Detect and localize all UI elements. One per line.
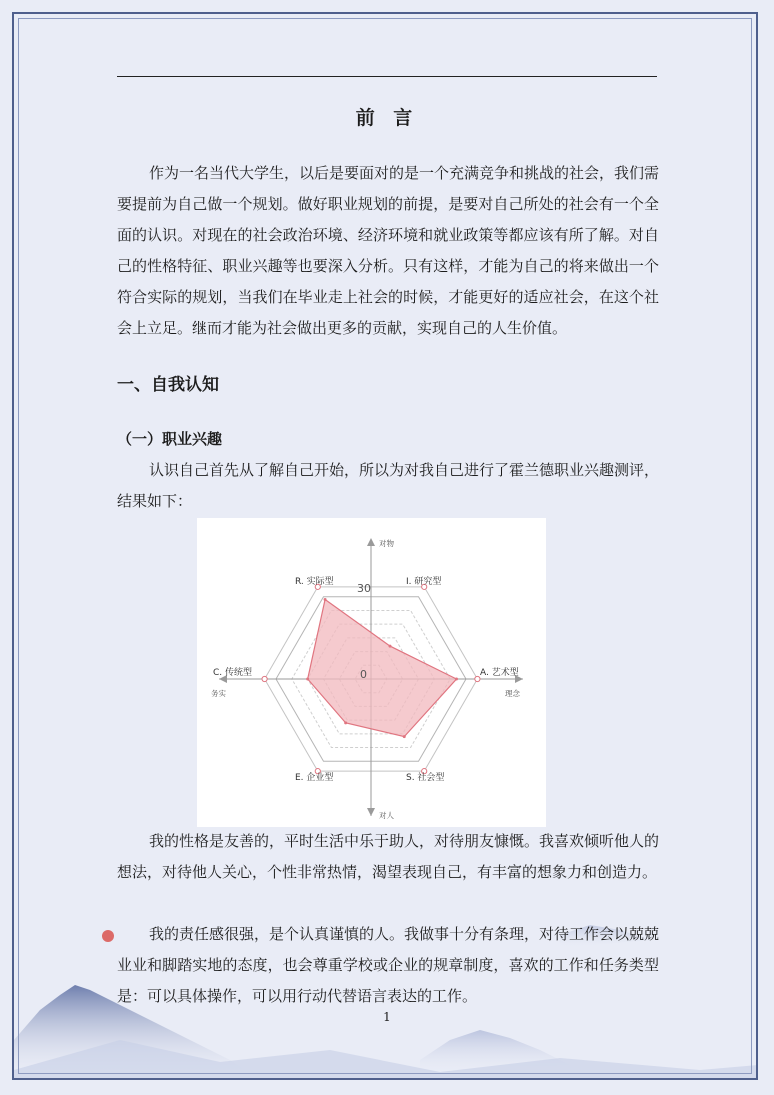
arrow-up-icon bbox=[367, 538, 375, 546]
interest-paragraph: 认识自己首先从了解自己开始，所以为对我自己进行了霍兰德职业兴趣测评，结果如下： bbox=[117, 461, 660, 510]
radar-data-point bbox=[455, 678, 458, 681]
category-label-realistic: R. 实际型 bbox=[295, 577, 334, 587]
radar-vertex-marker bbox=[262, 676, 267, 681]
radar-data-point bbox=[403, 735, 406, 738]
radar-data-polygon bbox=[308, 599, 457, 736]
category-label-artistic: A. 艺术型 bbox=[480, 668, 519, 678]
arrow-down-icon bbox=[367, 808, 375, 816]
holland-radar-chart bbox=[197, 518, 546, 827]
radar-data-point bbox=[344, 721, 347, 724]
category-label-enterprising: E. 企业型 bbox=[295, 773, 334, 783]
page-number: 1 bbox=[383, 1010, 391, 1024]
intro-paragraph: 作为一名当代大学生，以后是要面对的是一个充满竞争和挑战的社会，我们需要提前为自己做一个规划。做好职业规划的前提，是要对自己所处的社会有一个全面的认识。对现在的社会政治环境、经济环境和就业政策等都应该有所了解。对自己的性格特征、职业兴趣等也要深入分析。只有这样，才能为自己的将来做出一个符合实际的规划，当我们在毕业走上社会的时候，才能更好的适应社会，在这个社会上立足。继而才能为社会做出更多的贡献，实现自己的人生价值。 bbox=[117, 164, 660, 337]
range-min-label: 0 bbox=[360, 668, 367, 681]
radar-data-point bbox=[306, 678, 309, 681]
range-max-label: 30 bbox=[357, 582, 371, 595]
radar-data-point bbox=[389, 645, 392, 648]
category-label-investigative: I. 研究型 bbox=[406, 577, 442, 587]
subsection-heading: （一）职业兴趣 bbox=[117, 430, 223, 448]
axis-label-left: 务实 bbox=[211, 689, 226, 698]
radar-svg bbox=[197, 518, 546, 827]
axis-label-top: 对物 bbox=[379, 539, 394, 548]
radar-data-point bbox=[324, 598, 327, 601]
category-label-conventional: C. 传统型 bbox=[213, 668, 253, 678]
axis-label-bottom: 对人 bbox=[379, 811, 394, 820]
personality-paragraph: 我的性格是友善的，平时生活中乐于助人，对待朋友慷慨。我喜欢倾听他人的想法，对待他人关心，个性非常热情，渴望表现自己，有丰富的想象力和创造力。 bbox=[117, 832, 660, 881]
axis-label-right: 理念 bbox=[505, 689, 520, 698]
header-rule bbox=[117, 76, 657, 77]
section-heading: 一、自我认知 bbox=[117, 375, 219, 395]
category-label-social: S. 社会型 bbox=[406, 773, 445, 783]
page-title: 前 言 bbox=[355, 107, 419, 129]
responsibility-paragraph: 我的责任感很强，是个认真谨慎的人。我做事十分有条理，对待工作会以兢兢业业和脚踏实地的态度，也会尊重学校或企业的规章制度，喜欢的工作和任务类型是：可以具体操作，可以用行动代替语言表达的工作。 bbox=[117, 925, 660, 1005]
